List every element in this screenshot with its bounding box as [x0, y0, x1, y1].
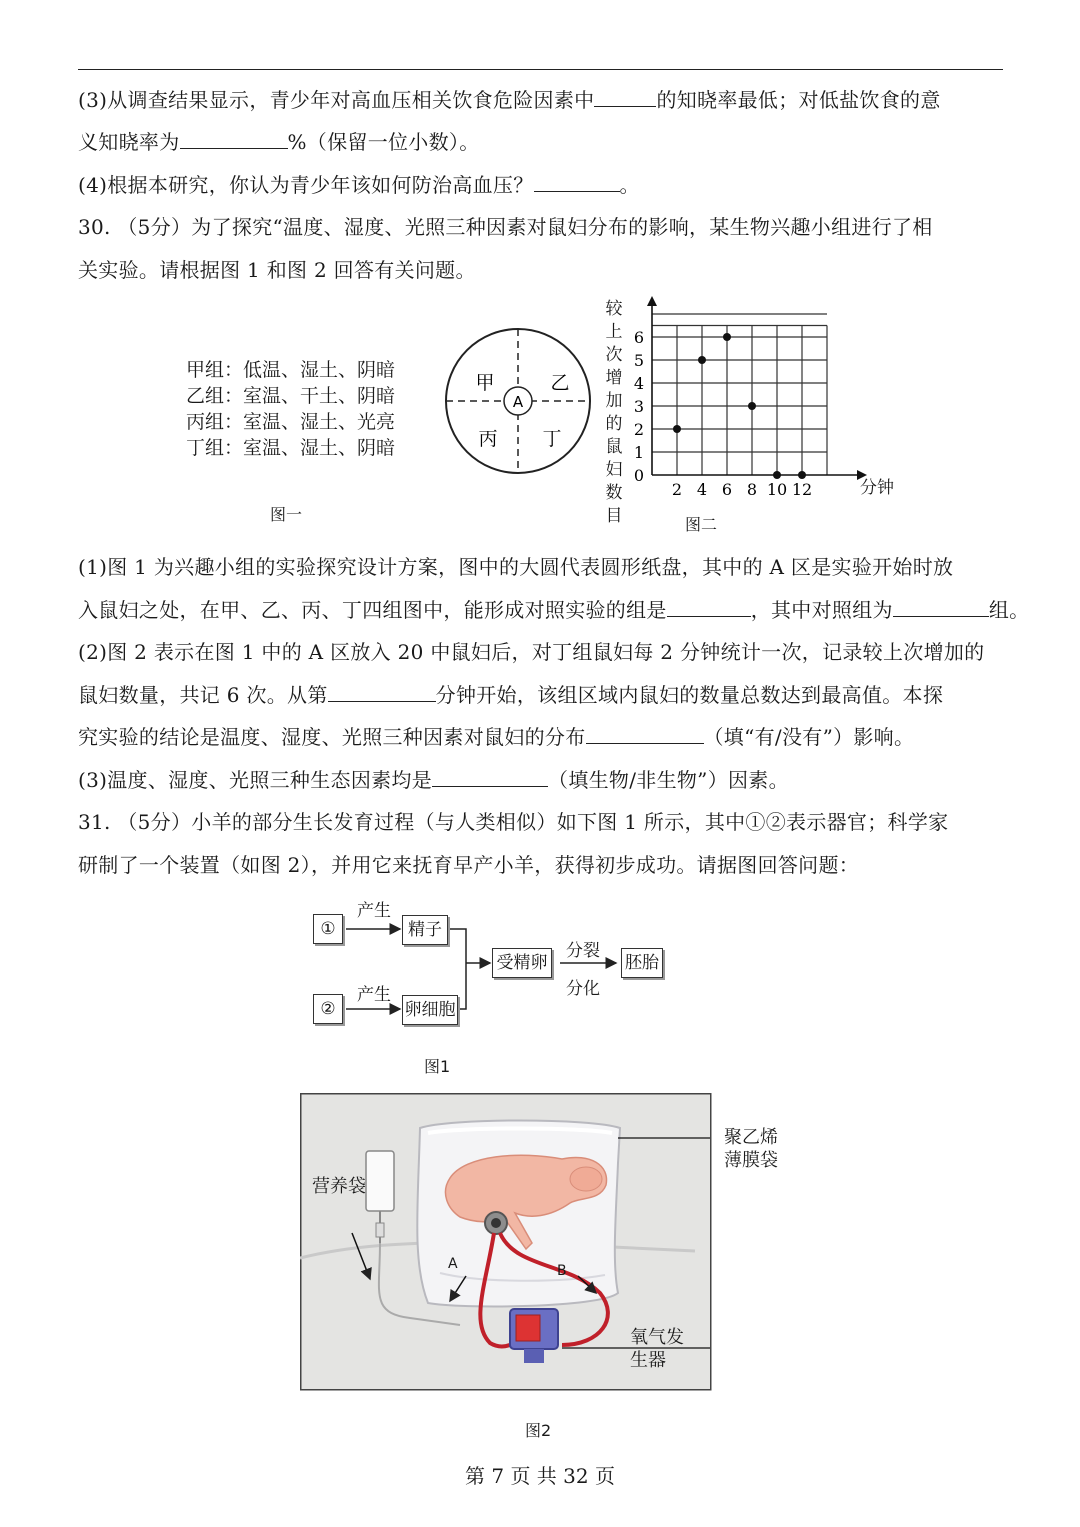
q31-figure1-caption: 图1 — [424, 1057, 451, 1076]
text: 组。 — [988, 598, 1030, 622]
text: 入鼠妇之处，在甲、乙、丙、丁四组图中，能形成对照实验的组是 — [78, 598, 667, 622]
q30-intro-line2 — [78, 256, 476, 284]
q31-intro-line1 — [78, 808, 948, 836]
quadrant-ding: 丁 — [542, 428, 562, 450]
produce-label-1: 产生 — [357, 901, 391, 921]
text: ，其中对照组为 — [750, 598, 893, 622]
x-tick-label: 8 — [746, 480, 758, 499]
answer-blank[interactable] — [594, 88, 656, 107]
answer-blank[interactable] — [667, 598, 751, 617]
answer-blank[interactable] — [586, 725, 704, 744]
embryo-box: 胚胎 — [621, 948, 663, 978]
quadrant-bing: 丙 — [478, 428, 498, 450]
data-point — [698, 356, 706, 364]
top-rule — [78, 69, 1003, 70]
data-point — [773, 471, 781, 479]
chart-ylabel: 较上次增加的鼠妇数目 — [605, 299, 623, 526]
oxygen-label-line1: 氧气发 — [630, 1327, 684, 1348]
q31-intro-line2 — [78, 851, 859, 879]
zygote-box: 受精卵 — [492, 948, 552, 978]
group-ding: 丁组：室温、湿土、阴暗 — [186, 437, 396, 459]
answer-blank[interactable] — [328, 683, 436, 702]
group-jia: 甲组：低温、湿土、阴暗 — [186, 359, 396, 381]
q31-figure2-caption: 图2 — [525, 1421, 552, 1440]
produce-label-2: 产生 — [357, 985, 391, 1005]
y-axis-arrow — [647, 296, 657, 306]
chart-xlabel: 分钟 — [860, 478, 894, 498]
film-bag-label — [724, 1126, 778, 1172]
data-point — [798, 471, 806, 479]
chart-grid — [652, 314, 827, 475]
text: 究实验的结论是温度、湿度、光照三种因素对鼠妇的分布 — [78, 725, 586, 749]
egg-box: 卵细胞 — [402, 995, 458, 1025]
oxygen-label — [630, 1326, 684, 1372]
x-tick-label: 10 — [766, 480, 788, 499]
answer-blank[interactable] — [534, 173, 620, 192]
y-tick-label: 2 — [633, 420, 644, 439]
q30-intro-line1 — [78, 213, 933, 241]
text: 31. （5分）小羊的部分生长发育过程（与人类相似）如下图 1 所示，其中①②表示器官；科学家 — [78, 810, 949, 834]
data-point — [723, 333, 731, 341]
text: 30. （5分）为了探究“温度、湿度、光照三种因素对鼠妇分布的影响，某生物兴趣小组进行了相 — [78, 215, 933, 239]
figure2-caption: 图二 — [685, 515, 718, 534]
y-tick-label: 4 — [633, 374, 644, 393]
y-tick-label: 1 — [633, 443, 644, 462]
text: （填生物/非生物”）因素。 — [548, 768, 789, 792]
y-tick-label: 5 — [633, 351, 644, 370]
text: 义知晓率为 — [78, 130, 180, 154]
text: 关实验。请根据图 1 和图 2 回答有关问题。 — [78, 258, 476, 282]
text: (2)图 2 表示在图 1 中的 A 区放入 20 中鼠妇后，对丁组鼠妇每 2 分钟统计一次，记录较上次增加的 — [78, 640, 985, 664]
x-tick-label: 4 — [696, 480, 708, 499]
q30-part2-line2 — [78, 681, 943, 709]
group-bing: 丙组：室温、湿土、光亮 — [186, 411, 396, 433]
text: 分钟开始，该组区域内鼠妇的数量总数达到最高值。本探 — [435, 683, 944, 707]
tube-b-label: B — [557, 1263, 567, 1279]
q29-part3-line1 — [78, 86, 941, 114]
answer-blank[interactable] — [180, 130, 288, 149]
circular-tray-diagram — [440, 325, 600, 480]
chart-ticks — [634, 328, 812, 499]
q29-part3-line2 — [78, 128, 480, 156]
y-tick-label: 3 — [633, 397, 644, 416]
figure1-caption: 图一 — [270, 505, 303, 524]
y-tick-label: 6 — [633, 328, 644, 347]
text: 。 — [619, 173, 640, 197]
tube-a-label: A — [448, 1256, 458, 1272]
page-footer: 第 7 页 共 32 页 — [465, 1464, 615, 1488]
answer-blank[interactable] — [432, 768, 548, 787]
y-tick-label: 0 — [633, 466, 644, 485]
answer-blank[interactable] — [893, 598, 989, 617]
x-tick-label: 2 — [671, 480, 683, 499]
organ1-box: ① — [313, 914, 343, 944]
film-label-line2: 薄膜袋 — [724, 1150, 778, 1171]
quadrant-yi: 乙 — [550, 372, 570, 394]
quadrant-jia: 甲 — [475, 372, 495, 394]
group-list — [186, 357, 395, 461]
text: (4)根据本研究，你认为青少年该如何防治高血压？ — [78, 173, 534, 197]
q30-part1-line2 — [78, 596, 1029, 624]
organ2-box: ② — [313, 994, 343, 1024]
oxygen-label-line2: 生器 — [630, 1350, 666, 1371]
text: 研制了一个装置（如图 2），并用它来抚育早产小羊，获得初步成功。请据图回答问题： — [78, 853, 860, 877]
film-label-line1: 聚乙烯 — [724, 1127, 778, 1148]
x-tick-label: 6 — [721, 480, 733, 499]
text: 的知晓率最低；对低盐饮食的意 — [656, 88, 941, 112]
q30-part3 — [78, 766, 789, 794]
nutrient-bag-label: 营养袋 — [312, 1176, 366, 1197]
text: (3)从调查结果显示，青少年对高血压相关饮食危险因素中 — [78, 88, 595, 112]
text: 鼠妇数量，共记 6 次。从第 — [78, 683, 328, 707]
differentiate-label: 分化 — [566, 979, 600, 999]
divide-label: 分裂 — [566, 941, 600, 961]
q30-part1-line1 — [78, 553, 953, 581]
x-tick-label: 12 — [791, 480, 813, 499]
sperm-box: 精子 — [402, 915, 448, 945]
text: (1)图 1 为兴趣小组的实验探究设计方案，图中的大圆代表圆形纸盘，其中的 A 区是实验开始时放 — [78, 555, 954, 579]
group-yi: 乙组：室温、干土、阴暗 — [186, 385, 396, 407]
text: %（保留一位小数）。 — [287, 130, 480, 154]
text: （填“有/没有”）影响。 — [703, 725, 915, 749]
q29-part4 — [78, 171, 640, 199]
text: (3)温度、湿度、光照三种生态因素均是 — [78, 768, 433, 792]
data-point — [748, 402, 756, 410]
q30-part2-line3 — [78, 723, 914, 751]
q30-part2-line1 — [78, 638, 984, 666]
zone-a-label: A — [512, 393, 524, 411]
nutrient-bag — [366, 1151, 394, 1211]
data-point — [673, 425, 681, 433]
